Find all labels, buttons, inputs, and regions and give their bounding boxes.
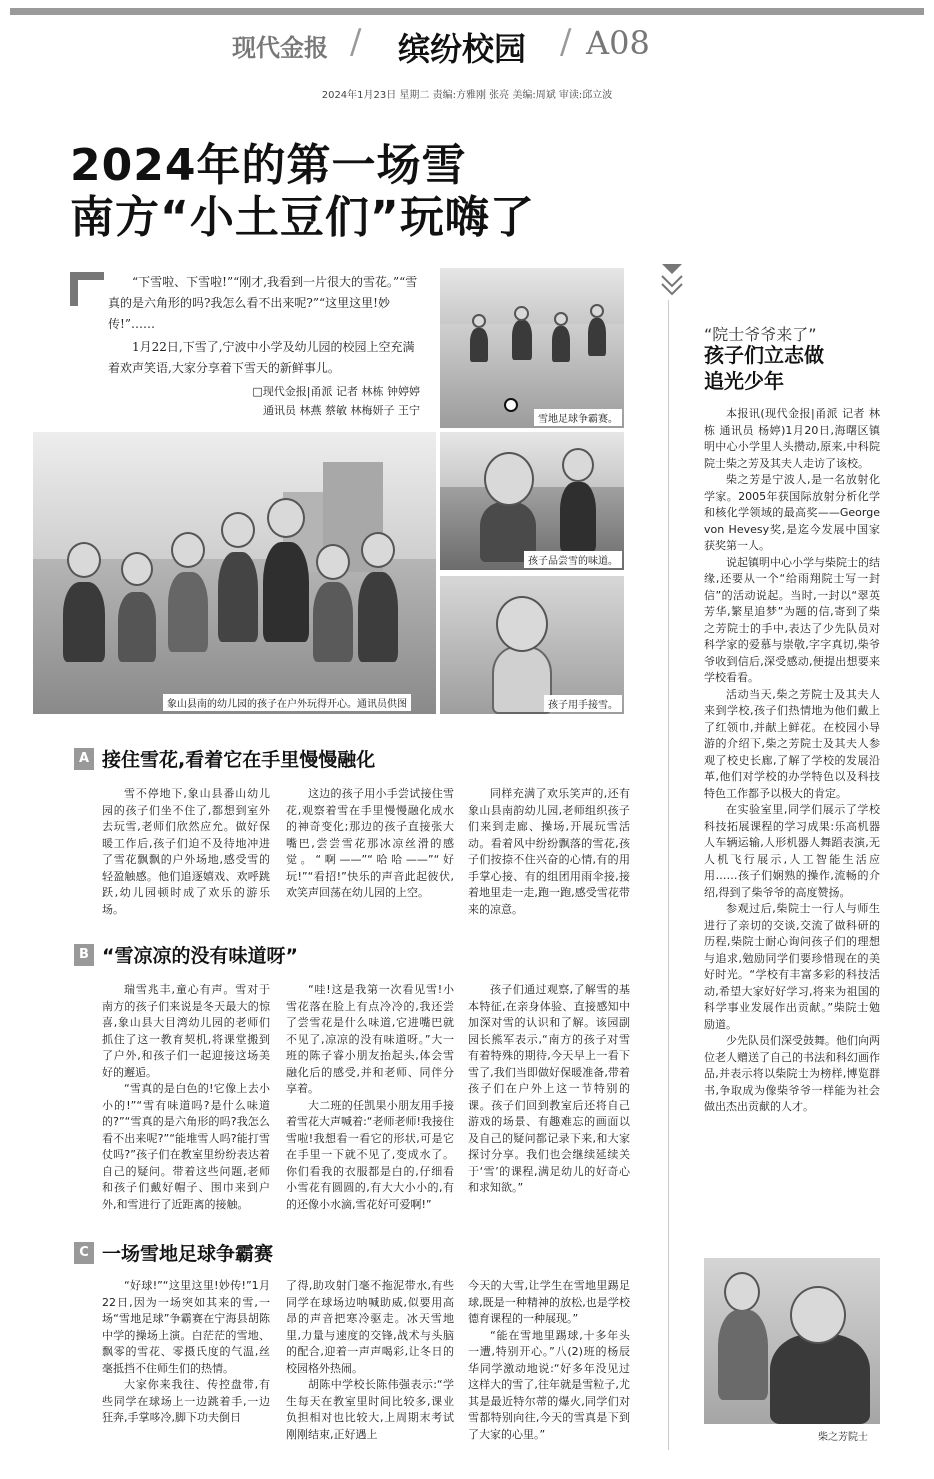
section-title: 一场雪地足球争霸赛 <box>102 1243 274 1265</box>
paragraph: 少先队员们深受鼓舞。他们向两位老人赠送了自己的书法和科幻画作品,并表示将以柴院士为榜样,博览群书,争取成为像柴爷爷一样能为社会做出杰出贡献的人才。 <box>704 1034 880 1113</box>
paragraph: 大家你来我往、传控盘带,有些同学在球场上一边跳着手,一边狂奔,手掌哆冷,脚下功夫倒日 <box>102 1378 270 1424</box>
photo-group <box>33 432 436 714</box>
sidebar-body <box>704 406 880 1116</box>
section-c <box>74 1242 630 1452</box>
intro <box>108 272 420 381</box>
section-name: 缤纷校园 <box>398 30 527 68</box>
photo-caption: 柴之芳院士 <box>818 1432 868 1443</box>
top-rule <box>10 8 924 15</box>
paragraph: 瑞雪兆丰,童心有声。雪对于南方的孩子们来说是冬天最大的惊喜,象山县大目湾幼儿园的老师们抓住了这一教育契机,将课堂搬到了户外,和孩子们一起迎接这场美好的邂逅。 <box>102 983 270 1079</box>
section-column <box>102 982 270 1213</box>
section-column <box>102 786 270 918</box>
paragraph: 孩子们通过观察,了解雪的基本特征,在亲身体验、直接感知中加深对雪的认识和了解。该园副园长熊军表示,“南方的孩子对雪有着特殊的期待,今天早上一看下雪了,我们当即做好保暖准备,带着孩子们在户外上这一节特别的课。孩子们回到教室后还将自己游戏的场景、有趣难忘的画面以及自己的疑问都记录下来,和大家探讨分享。我们也会继续延续关于‘雪’的课程,满足幼儿的好奇心和求知欲。” <box>468 983 630 1194</box>
byline-correspondents: 通讯员 林燕 蔡敏 林梅妍子 王宁 <box>263 404 420 417</box>
headline-line2: 南方“小土豆们”玩嗨了 <box>70 192 535 243</box>
paragraph: 活动当天,柴之芳院士及其夫人来到学校,孩子们热情地为他们戴上了红领巾,并献上鲜花。在校园小导游的介绍下,柴之芳院士及其夫人参观了校史长廊,了解了学校的发展沿革,他们对学校的办学特色以及科技特色工作都予以极大的肯定。 <box>704 687 880 800</box>
section-column <box>468 786 630 918</box>
section-column <box>286 982 454 1213</box>
quote-bracket-icon <box>70 272 104 306</box>
photo-academician <box>704 1258 880 1424</box>
column-divider <box>668 300 669 1450</box>
intro-paragraph: “下雪啦、下雪啦!”“刚才,我看到一片很大的雪花。”“雪真的是六角形的吗?我怎么看不出来呢?”“这里这里!妙传!”…… <box>108 275 418 331</box>
section-b <box>74 944 630 1224</box>
paragraph: 说起镇明中心小学与柴院士的结缘,还要从一个“给雨翔院士写一封信”的活动说起。当时,一封以“翠英芳华,繁星追梦”为题的信,寄到了柴之芳院士的手中,表达了少先队员对科学家的爱慕与崇敬,字字真切,柴爷爷收到信后,深受感动,便提出想要来学校看看。 <box>704 555 880 684</box>
paragraph: 同样充满了欢乐笑声的,还有象山县南韵幼儿园,老师组织孩子们来到走廊、操场,开展玩雪活动。看着风中纷纷飘落的雪花,孩子们按捺不住兴奋的心情,有的用手掌心接、有的组团用雨伞接,接着地里走一走,跑一跑,感受雪花带来的凉意。 <box>468 787 630 916</box>
headline-line1: 2024年的第一场雪 <box>70 140 467 191</box>
paragraph: 本报讯(现代金报|甬派 记者 林栋 通讯员 杨婷)1月20日,海曙区镇明中心小学里人头攒动,原来,中科院院士柴之芳及其夫人走访了该校。 <box>704 407 880 470</box>
header-slash: / <box>560 22 572 62</box>
paragraph: “雪真的是白色的!它像上去小小的!”“雪有味道吗?是什么味道的?”“雪真的是六角形的吗?我怎么看不出来呢?”“能堆雪人吗?能打雪仗吗?”孩子们在教室里纷纷表达着自己的疑问。带着这些问题,老师和孩子们戴好帽子、围巾来到户外,和雪进行了近距离的接触。 <box>102 1082 270 1211</box>
paragraph: “哇!这是我第一次看见雪!小雪花落在脸上有点冷冷的,我还尝了尝雪花是什么味道,它进嘴巴就不见了,凉凉的没有味道呀。”大一班的陈子睿小朋友抬起头,体会雪融化后的感受,并和老师、同伴分享着。 <box>286 983 454 1095</box>
section-a <box>74 748 630 918</box>
photo-catch <box>440 576 624 714</box>
sidebar-title <box>704 342 824 394</box>
sidebar-title-line1: 孩子们立志做 <box>704 343 824 367</box>
chevron-down-icon <box>660 262 684 298</box>
photo-caption: 孩子用手接雪。 <box>544 695 622 712</box>
paragraph: 胡陈中学校长陈伟强表示:“学生每天在教室里时间比较多,课业负担相对也比较大,上周期末考试刚刚结束,正好遇上 <box>286 1378 454 1441</box>
paragraph: 大二班的任凯果小朋友用手接着雪花大声喊着:“老师老师!我接住雪啦!我想看一看它的形状,可是它在手里一下就不见了,变成水了。你们看我的衣服都是白的,仔细看小雪花有圆圆的,有大大小小的,有的还像小水滴,雪花好可爱啊!” <box>286 1098 454 1211</box>
photo-caption: 孩子品尝雪的味道。 <box>524 551 622 568</box>
paragraph: “能在雪地里踢球,十多年头一遭,特别开心。”八(2)班的杨辰华同学激动地说:“好多年没见过这样大的雪了,往年就是雪粒子,尤其是最近特尔蒂的爆火,同学们对雪都特别向往,今天的雪真是下到了大家的心里。” <box>468 1328 630 1441</box>
section-column <box>286 786 454 902</box>
headline <box>70 140 535 244</box>
paper-name: 现代金报 <box>232 34 328 62</box>
section-column <box>468 1278 630 1443</box>
section-column <box>286 1278 454 1443</box>
soccer-ball-icon <box>504 398 518 412</box>
photo-caption: 雪地足球争霸赛。 <box>534 409 622 426</box>
paragraph: 参观过后,柴院士一行人与师生进行了亲切的交谈,交流了做科研的历程,柴院士耐心询问孩子们的理想与追求,勉励同学们要珍惜现在的美好时光。“学校有丰富多彩的科技活动,希望大家好好学习,将来为祖国的科学事业发展作出贡献。”柴院士勉励道。 <box>704 902 880 1031</box>
sidebar-title-line2: 追光少年 <box>704 369 784 393</box>
paragraph: 柴之芳是宁波人,是一名放射化学家。2005年获国际放射分析化学和核化学领域的最高奖——George von Hevesy奖,是迄今发展中国家获奖第一人。 <box>704 473 880 552</box>
photo-soccer <box>440 268 624 428</box>
section-marker: A <box>74 748 94 770</box>
paragraph: 这边的孩子用小手尝试接住雪花,观察着雪在手里慢慢融化成水的神奇变化;那边的孩子直接张大嘴巴,尝尝雪花那冰凉丝滑的感觉。“啊——”“哈哈——”“好玩!”“看招!”快乐的声音此起彼伏,欢笑声回荡在幼儿园的上空。 <box>286 787 454 899</box>
byline-reporters: □现代金报|甬派 记者 林栋 钟婷婷 <box>252 385 420 398</box>
intro-paragraph: 1月22日,下雪了,宁波中小学及幼儿园的校园上空充满着欢声笑语,大家分享着下雪天的新鲜事儿。 <box>108 340 415 375</box>
paragraph: 今天的大雪,让学生在雪地里踢足球,既是一种精神的放松,也是学校德育课程的一种展现。” <box>468 1279 630 1325</box>
paragraph: 在实验室里,同学们展示了学校科技拓展课程的学习成果:乐高机器人车辆运输,人形机器人舞蹈表演,无人机飞行展示,人工智能生活应用……孩子们娴熟的操作,流畅的介绍,得到了柴爷爷的高度赞扬。 <box>704 803 880 899</box>
section-title: “雪凉凉的没有味道呀” <box>102 945 298 967</box>
header-slash: / <box>350 22 362 62</box>
section-marker: C <box>74 1242 94 1264</box>
paragraph: 雪不停地下,象山县番山幼儿园的孩子们坐不住了,都想到室外去玩雪,老师们欣然应允。做好保暖工作后,孩子们迫不及待地冲进了雪花飘飘的户外场地,感受雪的轻盈触感。他们追逐嬉戏、欢呼跳跃,幼儿园顿时成了欢乐的游乐场。 <box>102 787 270 916</box>
dateline: 2024年1月23日 星期二 责编:方雅刚 张亮 美编:周斌 审读:邱立波 <box>321 90 613 101</box>
section-column <box>468 982 630 1197</box>
paragraph: “好球!”“这里这里!妙传!”1月22日,因为一场突如其来的雪,一场“雪地足球”争霸赛在宁海县胡陈中学的操场上演。白茫茫的雪地、飘零的雪花、零摄氏度的气温,丝毫抵挡不住师生们的热情。 <box>102 1279 270 1375</box>
page-number: A08 <box>586 24 650 62</box>
byline <box>108 382 420 420</box>
section-title: 接住雪花,看着它在手里慢慢融化 <box>102 749 376 771</box>
photo-caption: 象山县南的幼儿园的孩子在户外玩得开心。通讯员供图 <box>163 694 411 711</box>
photo-taste <box>440 432 624 570</box>
sidebar-quote: “院士爷爷来了” <box>704 325 817 344</box>
section-marker: B <box>74 944 94 966</box>
section-column <box>102 1278 270 1427</box>
paragraph: 了得,助攻射门毫不拖泥带水,有些同学在球场边呐喊助威,似要用高昂的声音把寒冷驱走。冰天雪地里,力量与速度的交锋,战术与头脑的配合,迎着一声声喝彩,让冬日的校园格外热闹。 <box>286 1279 454 1375</box>
